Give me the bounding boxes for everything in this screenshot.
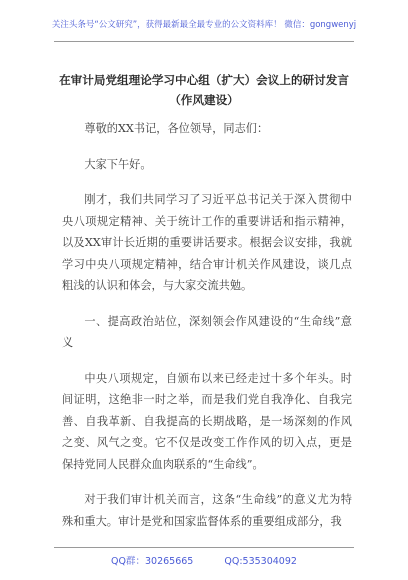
footer [0, 553, 408, 567]
footer-qq-group: QQ群：30265665 [111, 556, 194, 567]
document-title [40, 70, 368, 110]
body-paragraph: 中央八项规定，自颁布以来已经走过十多个年头。时间证明，这绝非一时之举，而是我们党自我净化、自我完善、自我革新、自我提高的长期战略，是一场深刻的作风之变、风气之变。它不仅是改变工作作风的切入点，更是保持党同人民群众血肉联系的“生命线”。 [62, 371, 352, 471]
body-paragraph: 对于我们审计机关而言，这条“生命线”的意义尤为特殊和重大。审计是党和国家监督体系的重要组成部分，我 [62, 493, 352, 528]
footer-divider [54, 547, 354, 548]
document-body [62, 118, 352, 532]
section-heading: 一、提高政治站位，深刻领会作风建设的“生命线”意义 [62, 314, 352, 349]
footer-qq: QQ:535304092 [224, 556, 297, 567]
greeting-paragraph: 大家下午好。 [84, 157, 152, 171]
title-line-1: 在审计局党组理论学习中心组（扩大）会议上的研讨发言 [59, 73, 349, 87]
header-note: 关注头条号“公文研究”，获得最新最全最专业的公文资料库！ 微信：gongwenyj [51, 20, 357, 30]
header-divider [54, 41, 354, 42]
salutation-paragraph: 尊敬的XX书记，各位领导，同志们： [84, 122, 269, 135]
title-line-2: （作风建设） [169, 93, 239, 107]
intro-paragraph: 刚才，我们共同学习了习近平总书记关于深入贯彻中央八项规定精神、关于统计工作的重要讲话和指示精神，以及XX审计长近期的重要讲话要求。根据会议安排，我就学习中央八项规定精神，结合审计机关作风建设，谈几点粗浅的认识和体会，与大家交流共勉。 [62, 193, 352, 292]
